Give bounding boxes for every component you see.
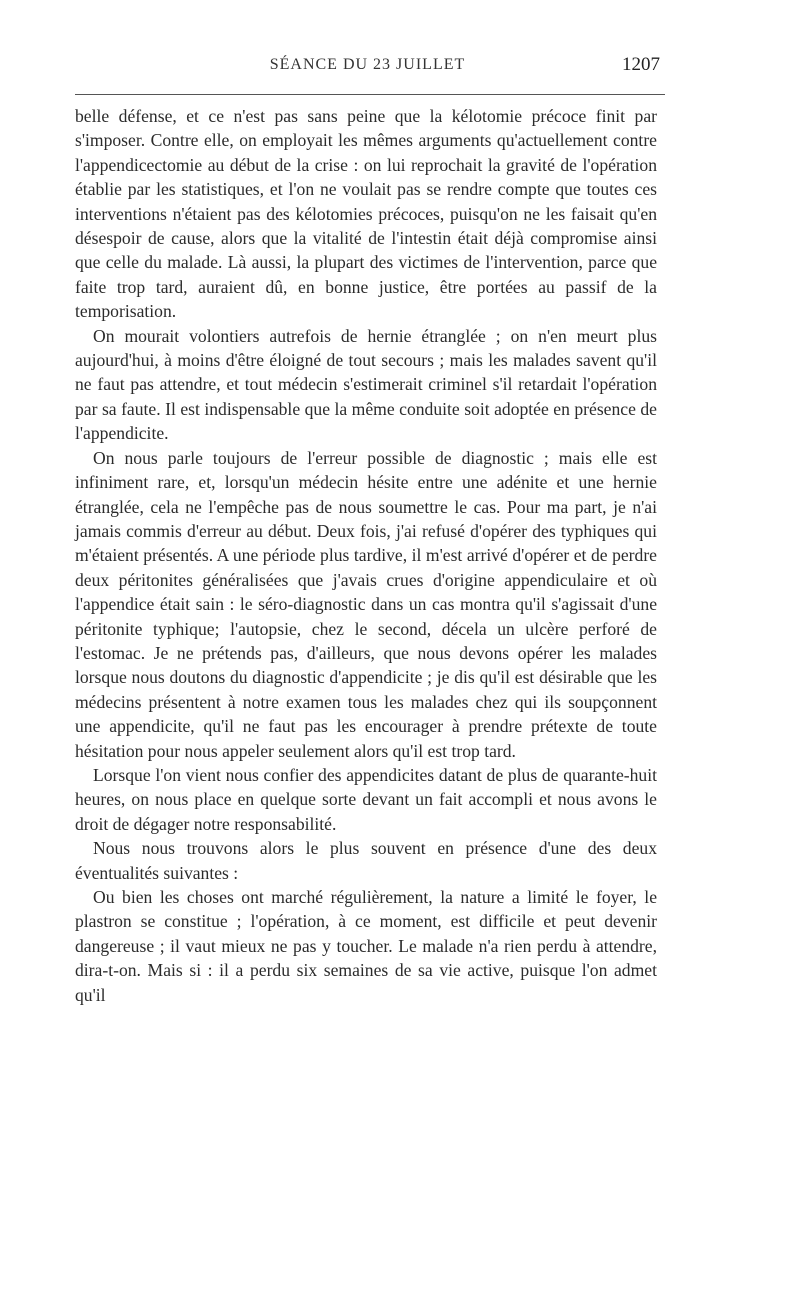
page-number: 1207 bbox=[622, 54, 660, 75]
header-rule bbox=[75, 94, 665, 95]
paragraph: Nous nous trouvons alors le plus souvent en présence d'une des deux éventualités suivantes : bbox=[75, 838, 657, 883]
paragraph: Ou bien les choses ont marché régulièrement, la nature a limité le foyer, le plastron se constitue ; l'opération, à ce moment, est difficile et peut devenir dangereuse ; il vaut mieux ne pas y toucher. Le malade n'a rien perdu à attendre, dira-t-on. Mais si : il a perdu six semaines de sa vie active, puisque l'on admet qu'il bbox=[75, 887, 657, 1005]
paragraph: On nous parle toujours de l'erreur possible de diagnostic ; mais elle est infiniment rare, et, lorsqu'un médecin hésite entre une adénite et une hernie étranglée, cela ne l'empêche pas de nous soumettre le cas. Pour ma part, je n'ai jamais commis d'erreur au début. Deux fois, j'ai refusé d'opérer des typhiques qui m'étaient présentés. A une période plus tardive, il m'est arrivé d'opérer et de perdre deux péritonites généralisées que j'avais crues d'origine appendiculaire et où l'appendice était sain : le séro-diagnostic dans un cas montra qu'il s'agissait d'une péritonite typhique; l'autopsie, chez le second, décela un ulcère perforé de l'estomac. Je ne prétends pas, d'ailleurs, que nous devons opérer les malades lorsque nous doutons du diagnostic d'appendicite ; je dis qu'il est désirable que les médecins présentent à notre examen tous les malades chez qui ils soupçonnent une appendicite, qu'il ne faut pas les encourager à prendre prétexte de toute hésitation pour nous appeler seulement alors qu'il est trop tard. bbox=[75, 447, 657, 761]
body-text bbox=[75, 104, 657, 1007]
page-header bbox=[75, 56, 660, 84]
paragraph: On mourait volontiers autrefois de hernie étranglée ; on n'en meurt plus aujourd'hui, à moins d'être éloigné de tout secours ; mais les malades savent qu'il ne faut pas attendre, et tout médecin s'estimerait criminel s'il retardait l'opération par sa faute. Il est indispensable que la même conduite soit adoptée en présence de l'appendicite. bbox=[75, 325, 657, 444]
paragraph: Lorsque l'on vient nous confier des appendicites datant de plus de quarante-huit heures, on nous place en quelque sorte devant un fait accompli et nous avons le droit de dégager notre responsabilité. bbox=[75, 764, 657, 834]
paragraph: belle défense, et ce n'est pas sans peine que la kélotomie précoce finit par s'imposer. Contre elle, on employait les mêmes arguments qu'actuellement contre l'appendicectomie au début de la crise : on lui reprochait la gravité de l'opération établie par les statistiques, et l'on ne voulait pas se rendre compte que toutes ces interventions n'étaient pas des kélotomies précoces, puisqu'on ne les faisait qu'en désespoir de cause, alors que la vitalité de l'intestin était déjà compromise ainsi que celle du malade. Là aussi, la plupart des victimes de l'intervention, parce que faite trop tard, auraient dû, en bonne justice, être portées au passif de la temporisation. bbox=[75, 106, 657, 322]
running-title: SÉANCE DU 23 JUILLET bbox=[269, 56, 466, 73]
